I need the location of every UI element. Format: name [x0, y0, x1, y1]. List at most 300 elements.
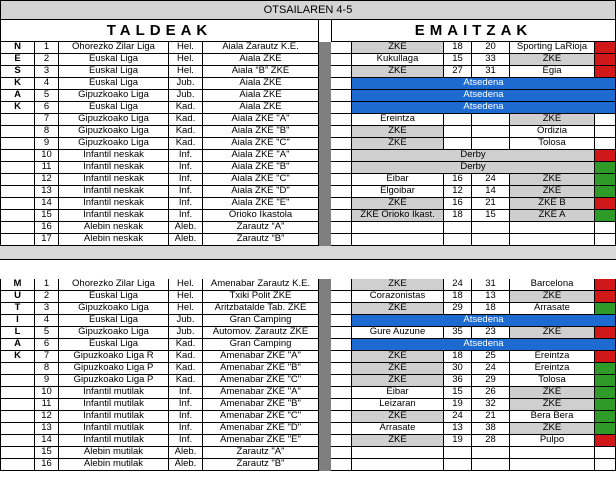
category-cell: Kad. — [169, 363, 203, 375]
spacer-cell — [331, 411, 352, 423]
home-score-cell: 19 — [444, 399, 472, 411]
team-cell: Aiala ZKE — [203, 90, 319, 102]
side-letter: L — [0, 327, 35, 339]
side-letter: K — [0, 351, 35, 363]
team-cell: Amenabar ZKE "C" — [203, 375, 319, 387]
category-cell: Inf. — [169, 198, 203, 210]
league-cell: Gipuzkoako Liga — [59, 126, 169, 138]
home-team-cell: ZKE Orioko Ikast. — [352, 210, 444, 222]
home-score-cell: 12 — [444, 186, 472, 198]
side-letter — [0, 186, 35, 198]
away-score-cell: 14 — [472, 186, 510, 198]
spacer-cell — [331, 447, 352, 459]
league-cell: Gipuzkoako Liga R — [59, 351, 169, 363]
result-status-indicator — [595, 174, 616, 186]
spacer-cell — [331, 303, 352, 315]
away-team-cell: ZKE — [510, 423, 595, 435]
home-team-cell: ZKE — [352, 303, 444, 315]
home-score-cell: 16 — [444, 198, 472, 210]
category-cell: Kad. — [169, 375, 203, 387]
home-team-cell: ZKE — [352, 138, 444, 150]
team-cell: Aiala ZKE "B" — [203, 162, 319, 174]
row-number: 11 — [35, 399, 59, 411]
category-cell: Jub. — [169, 90, 203, 102]
away-score-cell: 13 — [472, 291, 510, 303]
category-cell: Inf. — [169, 399, 203, 411]
side-letter: M — [0, 279, 35, 291]
home-team-cell: ZKE — [352, 279, 444, 291]
home-score-cell — [444, 234, 472, 246]
category-cell: Jub. — [169, 327, 203, 339]
result-status-indicator — [595, 351, 616, 363]
wide-result-cell: Derby — [352, 162, 595, 174]
home-score-cell: 13 — [444, 423, 472, 435]
home-score-cell: 24 — [444, 411, 472, 423]
team-cell: Aiala ZKE "A" — [203, 150, 319, 162]
side-letter: A — [0, 90, 35, 102]
spacer-cell — [331, 435, 352, 447]
away-score-cell — [472, 138, 510, 150]
team-cell: Aiala ZKE "A" — [203, 114, 319, 126]
home-score-cell: 15 — [444, 54, 472, 66]
result-status-indicator — [595, 234, 616, 246]
spacer-cell — [331, 198, 352, 210]
side-letter — [0, 375, 35, 387]
wide-result-cell: Atsedena — [352, 315, 616, 327]
away-team-cell: Ordizia — [510, 126, 595, 138]
row-number: 11 — [35, 162, 59, 174]
side-letter: A — [0, 339, 35, 351]
away-team-cell: Sporting LaRioja — [510, 42, 595, 54]
away-score-cell — [472, 234, 510, 246]
home-score-cell: 35 — [444, 327, 472, 339]
spacer-cell — [331, 138, 352, 150]
away-team-cell: Tolosa — [510, 375, 595, 387]
category-cell: Inf. — [169, 411, 203, 423]
away-score-cell: 33 — [472, 54, 510, 66]
category-cell: Aleb. — [169, 234, 203, 246]
category-cell: Inf. — [169, 174, 203, 186]
side-letter — [0, 138, 35, 150]
away-team-cell — [510, 459, 595, 471]
league-cell: Gipuzkoako Liga P — [59, 375, 169, 387]
column-divider — [319, 42, 331, 246]
header-emaitzak: EMAITZAK — [331, 20, 616, 42]
sheet-title: OTSAILAREN 4-5 — [0, 0, 616, 20]
row-number: 9 — [35, 138, 59, 150]
side-letter — [0, 459, 35, 471]
home-score-cell: 36 — [444, 375, 472, 387]
team-cell: Aiala ZKE — [203, 54, 319, 66]
row-number: 14 — [35, 198, 59, 210]
column-divider — [319, 279, 331, 471]
away-score-cell — [472, 459, 510, 471]
spacer-cell — [331, 102, 352, 114]
result-status-indicator — [595, 126, 616, 138]
away-score-cell: 23 — [472, 327, 510, 339]
result-status-indicator — [595, 42, 616, 54]
league-cell: Euskal Liga — [59, 102, 169, 114]
home-score-cell: 18 — [444, 351, 472, 363]
row-number: 3 — [35, 66, 59, 78]
result-status-indicator — [595, 186, 616, 198]
team-cell: Aiala ZKE "C" — [203, 138, 319, 150]
wide-result-cell: Atsedena — [352, 90, 616, 102]
row-number: 8 — [35, 363, 59, 375]
row-number: 17 — [35, 234, 59, 246]
team-cell: Zarautz “A” — [203, 222, 319, 234]
home-team-cell: Elgoibar — [352, 186, 444, 198]
category-cell: Hel. — [169, 54, 203, 66]
row-number: 12 — [35, 411, 59, 423]
team-cell: Gran Camping — [203, 339, 319, 351]
row-number: 7 — [35, 114, 59, 126]
home-score-cell: 24 — [444, 279, 472, 291]
league-cell: Euskal Liga — [59, 339, 169, 351]
league-cell: Alebin neskak — [59, 234, 169, 246]
side-letter — [0, 210, 35, 222]
home-score-cell — [444, 138, 472, 150]
row-number: 4 — [35, 315, 59, 327]
away-team-cell: ZKE A — [510, 210, 595, 222]
spacer-cell — [331, 78, 352, 90]
row-number: 15 — [35, 210, 59, 222]
home-score-cell: 18 — [444, 42, 472, 54]
team-cell: Amenabar Zarautz K.E. — [203, 279, 319, 291]
row-number: 10 — [35, 387, 59, 399]
team-cell: Gran Camping — [203, 315, 319, 327]
result-status-indicator — [595, 363, 616, 375]
home-score-cell: 18 — [444, 291, 472, 303]
away-team-cell: ZKE — [510, 327, 595, 339]
away-team-cell: Arrasate — [510, 303, 595, 315]
result-status-indicator — [595, 210, 616, 222]
home-score-cell — [444, 222, 472, 234]
away-score-cell: 21 — [472, 411, 510, 423]
row-number: 6 — [35, 102, 59, 114]
row-number: 10 — [35, 150, 59, 162]
league-cell: Alebin neskak — [59, 222, 169, 234]
result-status-indicator — [595, 303, 616, 315]
league-cell: Euskal Liga — [59, 291, 169, 303]
home-score-cell: 18 — [444, 210, 472, 222]
row-number: 3 — [35, 303, 59, 315]
row-number: 6 — [35, 339, 59, 351]
row-number: 12 — [35, 174, 59, 186]
home-team-cell: ZKE — [352, 198, 444, 210]
home-team-cell: Ereintza — [352, 114, 444, 126]
away-team-cell: ZKE — [510, 54, 595, 66]
league-cell: Infantil mutilak — [59, 435, 169, 447]
away-team-cell — [510, 234, 595, 246]
side-letter — [0, 363, 35, 375]
league-cell: Infantil neskak — [59, 186, 169, 198]
category-cell: Jub. — [169, 315, 203, 327]
row-number: 2 — [35, 291, 59, 303]
team-cell: Amenabar ZKE "A" — [203, 387, 319, 399]
category-cell: Kad. — [169, 102, 203, 114]
home-score-cell — [444, 459, 472, 471]
team-cell: Orioko Ikastola — [203, 210, 319, 222]
away-score-cell: 20 — [472, 42, 510, 54]
side-letter — [0, 399, 35, 411]
result-status-indicator — [595, 411, 616, 423]
away-team-cell: ZKE — [510, 114, 595, 126]
result-status-indicator — [595, 162, 616, 174]
team-cell: Aiala ZKE — [203, 102, 319, 114]
spacer-cell — [331, 90, 352, 102]
spacer-cell — [331, 399, 352, 411]
home-team-cell: ZKE — [352, 375, 444, 387]
league-cell: Alebin mutilak — [59, 447, 169, 459]
spacer-cell — [331, 114, 352, 126]
category-cell: Kad. — [169, 351, 203, 363]
away-score-cell: 31 — [472, 279, 510, 291]
home-score-cell: 27 — [444, 66, 472, 78]
row-number: 5 — [35, 90, 59, 102]
away-team-cell: Ereintza — [510, 363, 595, 375]
away-team-cell — [510, 222, 595, 234]
row-number: 9 — [35, 375, 59, 387]
team-cell: Amenabar ZKE "C" — [203, 411, 319, 423]
spacer-cell — [331, 150, 352, 162]
spacer-cell — [331, 210, 352, 222]
side-letter — [0, 126, 35, 138]
away-score-cell — [472, 126, 510, 138]
side-letter — [0, 411, 35, 423]
home-team-cell: Eibar — [352, 174, 444, 186]
wide-result-cell: Derby — [352, 150, 595, 162]
team-cell: Amenabar ZKE "D" — [203, 423, 319, 435]
side-letter — [0, 222, 35, 234]
result-status-indicator — [595, 399, 616, 411]
team-cell: Aiala “B” ZKE — [203, 66, 319, 78]
away-score-cell: 32 — [472, 399, 510, 411]
away-team-cell: Tolosa — [510, 138, 595, 150]
team-cell: Amenabar ZKE "A" — [203, 351, 319, 363]
home-team-cell: ZKE — [352, 411, 444, 423]
spacer-cell — [331, 351, 352, 363]
category-cell: Inf. — [169, 162, 203, 174]
away-team-cell: Pulpo — [510, 435, 595, 447]
league-cell: Gipuzkoako Liga — [59, 90, 169, 102]
home-team-cell: ZKE — [352, 363, 444, 375]
team-cell: Aiala ZKE "C" — [203, 174, 319, 186]
side-letter: T — [0, 303, 35, 315]
away-score-cell: 24 — [472, 174, 510, 186]
away-score-cell: 24 — [472, 363, 510, 375]
spacer-cell — [331, 42, 352, 54]
away-score-cell — [472, 114, 510, 126]
side-letter — [0, 174, 35, 186]
spacer-cell — [331, 54, 352, 66]
category-cell: Kad. — [169, 138, 203, 150]
team-cell: Aiala ZKE — [203, 78, 319, 90]
league-cell: Ohorezko Zilar Liga — [59, 42, 169, 54]
result-status-indicator — [595, 222, 616, 234]
away-team-cell: Bera Bera — [510, 411, 595, 423]
away-team-cell: ZKE — [510, 387, 595, 399]
away-score-cell: 18 — [472, 303, 510, 315]
side-letter: K — [0, 102, 35, 114]
spacer-cell — [331, 162, 352, 174]
away-score-cell — [472, 447, 510, 459]
team-cell: Aiala ZKE "D" — [203, 186, 319, 198]
result-status-indicator — [595, 198, 616, 210]
category-cell: Hel. — [169, 66, 203, 78]
category-cell: Kad. — [169, 339, 203, 351]
league-cell: Infantil mutilak — [59, 411, 169, 423]
result-status-indicator — [595, 435, 616, 447]
spacer-cell — [331, 315, 352, 327]
home-team-cell: Gure Auzune — [352, 327, 444, 339]
category-cell: Inf. — [169, 186, 203, 198]
row-number: 8 — [35, 126, 59, 138]
home-team-cell — [352, 447, 444, 459]
spacer-cell — [331, 423, 352, 435]
home-team-cell: ZKE — [352, 126, 444, 138]
row-number: 16 — [35, 222, 59, 234]
away-team-cell: Egia — [510, 66, 595, 78]
row-number: 1 — [35, 279, 59, 291]
home-score-cell: 19 — [444, 435, 472, 447]
home-team-cell: Leizaran — [352, 399, 444, 411]
result-status-indicator — [595, 327, 616, 339]
team-cell: Aiala Zarautz K.E. — [203, 42, 319, 54]
away-team-cell: ZKE — [510, 399, 595, 411]
league-cell: Euskal Liga — [59, 54, 169, 66]
side-letter: I — [0, 315, 35, 327]
home-score-cell — [444, 447, 472, 459]
side-letter — [0, 435, 35, 447]
row-number: 13 — [35, 423, 59, 435]
row-number: 2 — [35, 54, 59, 66]
league-cell: Infantil mutilak — [59, 423, 169, 435]
league-cell: Euskal Liga — [59, 315, 169, 327]
team-cell: Aiala ZKE "B" — [203, 126, 319, 138]
away-score-cell: 31 — [472, 66, 510, 78]
spacer-cell — [331, 174, 352, 186]
spacer-cell — [331, 291, 352, 303]
row-number: 4 — [35, 78, 59, 90]
home-team-cell — [352, 234, 444, 246]
category-cell: Hel. — [169, 303, 203, 315]
away-score-cell: 38 — [472, 423, 510, 435]
spacer-cell — [331, 66, 352, 78]
result-status-indicator — [595, 459, 616, 471]
spacer-cell — [331, 339, 352, 351]
home-team-cell: ZKE — [352, 351, 444, 363]
side-letter — [0, 162, 35, 174]
category-cell: Inf. — [169, 435, 203, 447]
side-letter — [0, 150, 35, 162]
row-number: 16 — [35, 459, 59, 471]
result-status-indicator — [595, 54, 616, 66]
side-letter: E — [0, 54, 35, 66]
category-cell: Kad. — [169, 114, 203, 126]
away-team-cell: Barcelona — [510, 279, 595, 291]
category-cell: Hel. — [169, 279, 203, 291]
home-score-cell — [444, 126, 472, 138]
side-letter — [0, 198, 35, 210]
home-team-cell: ZKE — [352, 42, 444, 54]
spacer-cell — [331, 327, 352, 339]
category-cell: Jub. — [169, 78, 203, 90]
side-letter: S — [0, 66, 35, 78]
wide-result-cell: Atsedena — [352, 339, 616, 351]
home-team-cell: Arrasate — [352, 423, 444, 435]
league-cell: Ohorezko Zilar Liga — [59, 279, 169, 291]
away-team-cell: Ereintza — [510, 351, 595, 363]
league-cell: Gipuzkoako Liga — [59, 327, 169, 339]
away-score-cell: 26 — [472, 387, 510, 399]
away-score-cell: 25 — [472, 351, 510, 363]
team-cell: Aritzbatalde Tab. ZKE — [203, 303, 319, 315]
spacer-cell — [331, 222, 352, 234]
home-team-cell: Kukullaga — [352, 54, 444, 66]
wide-result-cell: Atsedena — [352, 78, 616, 90]
home-score-cell: 30 — [444, 363, 472, 375]
team-cell: Amenabar ZKE "B" — [203, 399, 319, 411]
spacer-cell — [331, 186, 352, 198]
team-cell: Automov. Zarautz ZKE — [203, 327, 319, 339]
result-status-indicator — [595, 150, 616, 162]
home-team-cell — [352, 222, 444, 234]
spacer-cell — [331, 363, 352, 375]
category-cell: Aleb. — [169, 447, 203, 459]
result-status-indicator — [595, 66, 616, 78]
side-letter: N — [0, 42, 35, 54]
row-number: 1 — [35, 42, 59, 54]
side-letter — [0, 423, 35, 435]
home-score-cell: 16 — [444, 174, 472, 186]
league-cell: Euskal Liga — [59, 66, 169, 78]
side-letter: U — [0, 291, 35, 303]
result-status-indicator — [595, 114, 616, 126]
away-score-cell: 29 — [472, 375, 510, 387]
team-cell: Zarautz "A" — [203, 447, 319, 459]
wide-result-cell: Atsedena — [352, 102, 616, 114]
home-score-cell — [444, 114, 472, 126]
league-cell: Infantil neskak — [59, 174, 169, 186]
home-team-cell: Corazonistas — [352, 291, 444, 303]
home-team-cell: ZKE — [352, 435, 444, 447]
league-cell: Gipuzkoako Liga — [59, 303, 169, 315]
league-cell: Gipuzkoako Liga — [59, 114, 169, 126]
result-status-indicator — [595, 387, 616, 399]
category-cell: Inf. — [169, 210, 203, 222]
league-cell: Gipuzkoako Liga P — [59, 363, 169, 375]
away-score-cell: 28 — [472, 435, 510, 447]
spacer-cell — [331, 279, 352, 291]
team-cell: Txiki Polit ZKE — [203, 291, 319, 303]
side-letter — [0, 387, 35, 399]
result-status-indicator — [595, 138, 616, 150]
away-team-cell: ZKE — [510, 291, 595, 303]
category-cell: Hel. — [169, 291, 203, 303]
home-team-cell: Eibar — [352, 387, 444, 399]
team-cell: Aiala ZKE "E" — [203, 198, 319, 210]
spacer-cell — [331, 387, 352, 399]
result-status-indicator — [595, 291, 616, 303]
home-team-cell: ZKE — [352, 66, 444, 78]
side-letter — [0, 234, 35, 246]
league-cell: Infantil neskak — [59, 150, 169, 162]
section-separator — [0, 246, 616, 260]
result-status-indicator — [595, 279, 616, 291]
spacer-cell — [331, 375, 352, 387]
away-score-cell: 15 — [472, 210, 510, 222]
